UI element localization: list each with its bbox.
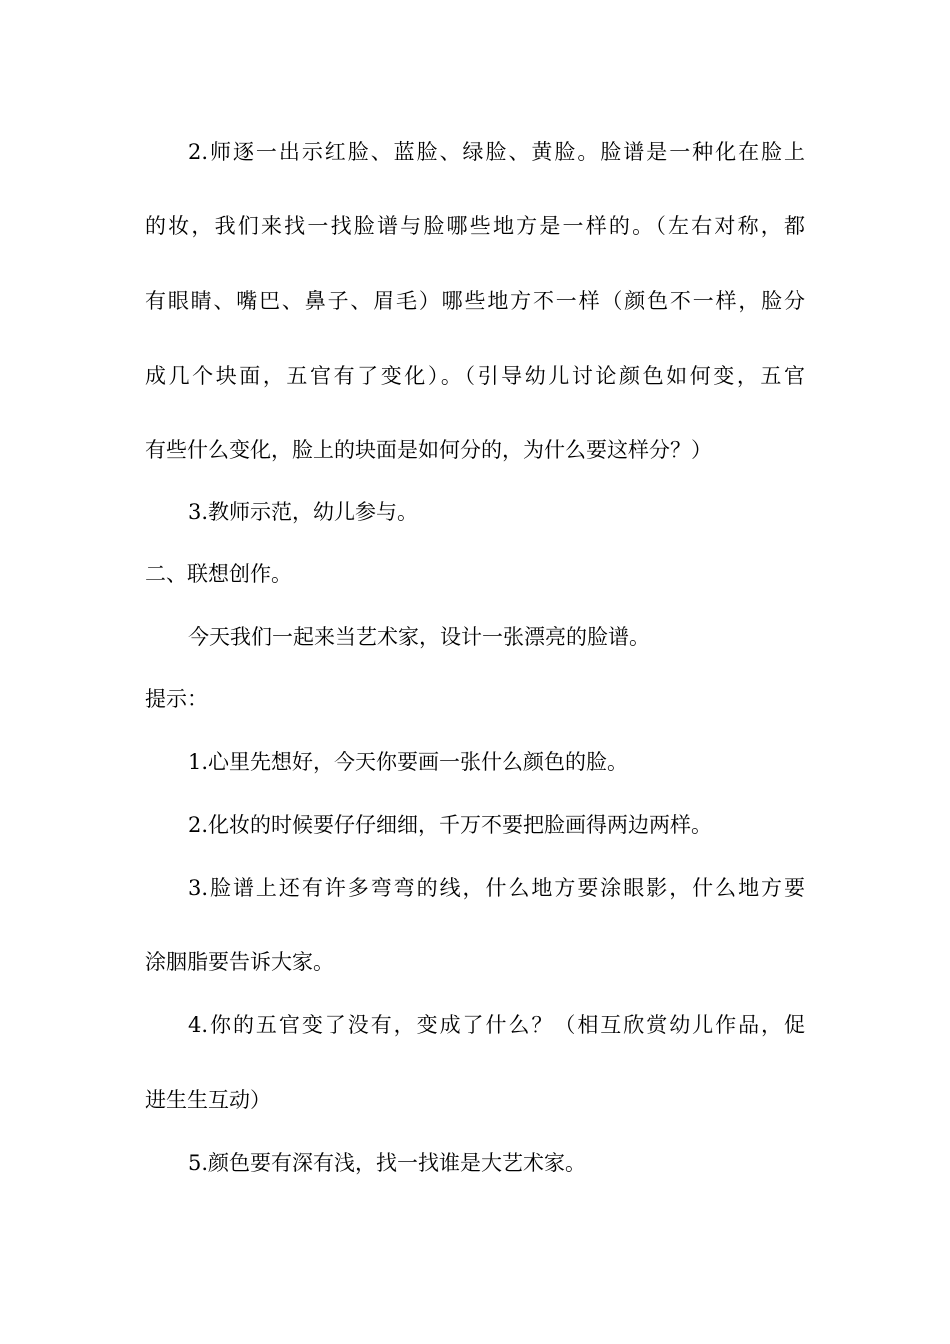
section-heading: 二、联想创作。 bbox=[145, 562, 292, 586]
paragraph-line: 3.教师示范，幼儿参与。 bbox=[188, 500, 419, 524]
paragraph-line: 进生生互动） bbox=[145, 1088, 271, 1112]
paragraph-line: 涂胭脂要告诉大家。 bbox=[145, 950, 334, 974]
hint-label: 提示： bbox=[145, 687, 208, 711]
hint-item: 2.化妆的时候要仔仔细细，千万不要把脸画得两边两样。 bbox=[188, 813, 713, 837]
paragraph-line: 成几个块面，五官有了变化）。（引导幼儿讨论颜色如何变，五官 bbox=[145, 364, 805, 388]
paragraph-line: 今天我们一起来当艺术家，设计一张漂亮的脸谱。 bbox=[188, 625, 650, 649]
hint-item: 1.心里先想好，今天你要画一张什么颜色的脸。 bbox=[188, 750, 629, 774]
paragraph-line: 有眼睛、嘴巴、鼻子、眉毛）哪些地方不一样（颜色不一样，脸分 bbox=[145, 289, 805, 313]
paragraph-line: 的妆，我们来找一找脸谱与脸哪些地方是一样的。（左右对称，都 bbox=[145, 214, 805, 238]
hint-item: 4.你的五官变了没有，变成了什么？（相互欣赏幼儿作品，促 bbox=[188, 1013, 805, 1037]
paragraph-line: 有些什么变化，脸上的块面是如何分的，为什么要这样分？） bbox=[145, 438, 712, 462]
hint-item: 3.脸谱上还有许多弯弯的线，什么地方要涂眼影，什么地方要 bbox=[188, 876, 805, 900]
paragraph-line: 2.师逐一出示红脸、蓝脸、绿脸、黄脸。脸谱是一种化在脸上 bbox=[188, 140, 805, 164]
hint-item: 5.颜色要有深有浅，找一找谁是大艺术家。 bbox=[188, 1151, 587, 1175]
